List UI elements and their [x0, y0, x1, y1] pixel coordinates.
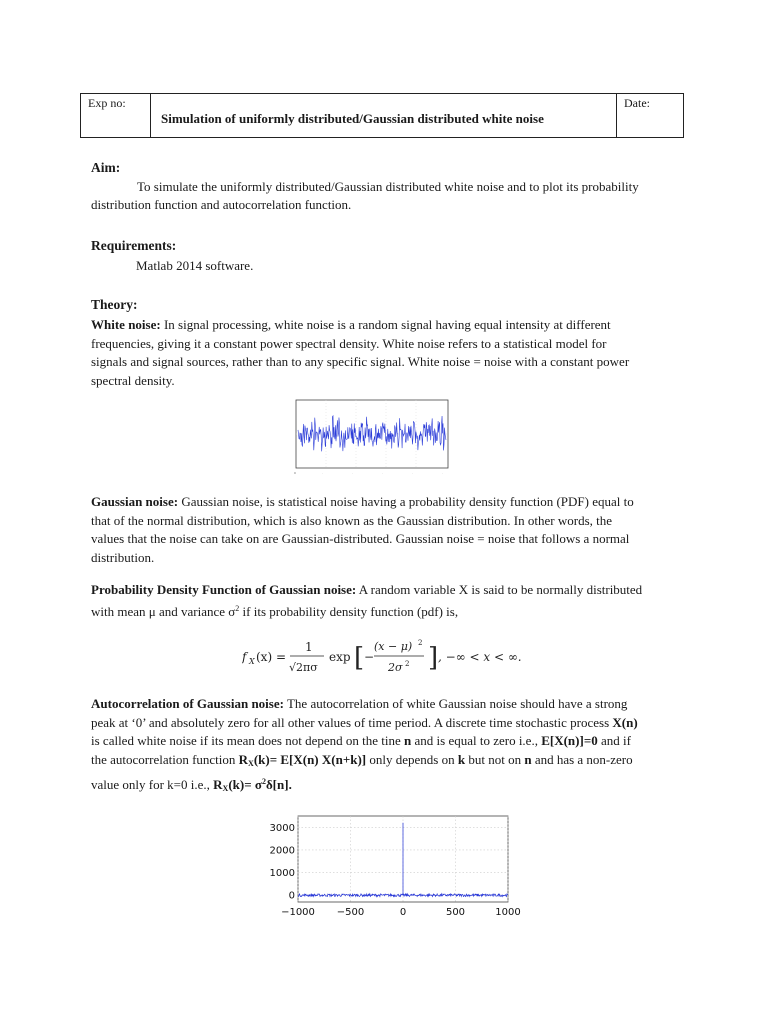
plot2-y-tick-label: 3000 — [269, 822, 295, 834]
formula-range: , −∞ < x < ∞. — [438, 650, 522, 664]
white-noise-line-3: signals and signal sources, rather than to any specific signal. White noise = noise with a constant power — [91, 354, 630, 369]
date-cell — [617, 94, 683, 137]
plot2-x-ticks — [281, 907, 521, 918]
formula-f: f — [242, 650, 247, 664]
autocorr-line-4a: the autocorrelation function — [91, 751, 239, 767]
theory-heading: Theory: — [91, 297, 138, 312]
header-table — [80, 93, 684, 138]
plot2-x-tick-label: 0 — [399, 907, 407, 918]
autocorr-paragraph — [91, 695, 681, 799]
aim-text-2 — [91, 196, 681, 215]
formula-inner-num: (x − μ) — [374, 640, 413, 653]
aim-line-2: distribution function and autocorrelation function. — [91, 197, 352, 212]
autocorr-line-4e: but not on — [465, 751, 525, 767]
gaussian-noise-line-1: Gaussian noise, is statistical noise having a probability density function (PDF) equal to — [181, 494, 634, 509]
pdf-line-1: A random variable X is said to be normally distributed — [358, 582, 643, 597]
gaussian-noise-paragraph — [91, 493, 681, 567]
plot2-y-ticks — [270, 823, 295, 902]
formula-f-sub: X — [249, 657, 255, 666]
title-cell — [151, 94, 617, 137]
pdf-line-2-sup: 2 — [235, 603, 240, 613]
autocorr-k: k — [457, 751, 466, 767]
plot2-x-tick-label: 500 — [445, 907, 466, 918]
formula-inner-den-sup: 2 — [405, 660, 410, 668]
formula-right-bracket: ] — [428, 643, 439, 673]
white-noise-plot — [292, 398, 454, 476]
white-noise-term: White noise: — [91, 317, 161, 332]
svg-text:·: · — [322, 471, 323, 475]
pdf-term: Probability Density Function of Gaussian noise: — [91, 582, 357, 597]
white-noise-line-1: In signal processing, white noise is a random signal having equal intensity at different — [163, 317, 611, 332]
autocorr-line-4c: only depends on — [366, 751, 458, 767]
formula-frac-den: √2πσ — [289, 661, 318, 674]
requirements-text: Matlab 2014 software. — [136, 258, 254, 273]
svg-text:·: · — [382, 471, 383, 475]
document-title: Simulation of uniformly distributed/Gaussian distributed white noise — [161, 111, 544, 126]
requirements-heading: Requirements: — [91, 238, 177, 253]
white-noise-line-2: frequencies, giving it a constant power spectral density. White noise refers to a statistical model for — [91, 335, 607, 351]
aim-text — [91, 178, 681, 197]
exp-no-label: Exp no: — [88, 96, 126, 110]
formula-arg: (x) = — [256, 650, 286, 664]
plot2-x-tick-label: −500 — [336, 907, 365, 918]
autocorr-n: n — [404, 733, 412, 748]
autocorr-line-3c: and is equal to zero i.e., — [411, 733, 542, 748]
autocorr-line-4g: and has a non-zero — [531, 751, 633, 767]
formula-left-bracket: [ — [354, 643, 365, 673]
autocorr-term: Autocorrelation of Gaussian noise: — [91, 696, 284, 711]
aim-heading: Aim: — [91, 160, 121, 175]
pdf-line-2a: with mean μ and variance σ — [91, 603, 236, 619]
plot2-y-tick-label: 0 — [288, 890, 295, 902]
pdf-paragraph — [91, 581, 681, 621]
plot1-ticks — [294, 471, 443, 475]
autocorr-rx-result: $R_X(k)= \sigma^2\delta[n]$. — [213, 777, 292, 793]
autocorr-mean-zero: E[X(n)]=0 — [541, 733, 598, 748]
formula-inner-num-sup: 2 — [418, 639, 423, 647]
autocorr-line-5a: value only for k=0 i.e., — [91, 777, 214, 792]
formula-minus: − — [364, 650, 375, 664]
autocorr-line-2a: peak at ‘0’ and absolutely zero for all other values of time period. A discrete time stochastic process — [91, 714, 613, 730]
gaussian-noise-line-4: distribution. — [91, 549, 155, 565]
autocorr-n-2: n — [524, 751, 532, 767]
autocorr-xn: X(n) — [612, 714, 638, 730]
plot2-x-tick-label: 1000 — [495, 907, 521, 918]
autocorr-line-3a: is called white noise if its mean does not depend on the tine — [91, 733, 405, 748]
formula-frac-num: 1 — [305, 640, 313, 654]
autocorr-line-1: The autocorrelation of white Gaussian noise should have a strong — [286, 696, 628, 711]
plot2-x-tick-label: −1000 — [281, 907, 315, 918]
plot2-y-tick-label: 2000 — [269, 845, 295, 857]
white-noise-paragraph — [91, 316, 681, 390]
autocorr-rx-def: $R_X(k)= E[X(n)$ X(n+k)] — [238, 751, 367, 768]
date-label: Date: — [624, 96, 650, 110]
gaussian-noise-term: Gaussian noise: — [91, 494, 179, 509]
svg-text:·: · — [412, 471, 413, 475]
gaussian-pdf-formula — [242, 636, 522, 680]
plot2-y-tick-label: 1000 — [269, 868, 295, 880]
autocorrelation-plot — [262, 814, 532, 924]
svg-text:·: · — [352, 471, 353, 475]
gaussian-noise-line-3: values that the noise can take on are Gaussian-distributed. Gaussian noise = noise that follows a normal — [91, 531, 630, 546]
formula-exp: exp — [329, 650, 351, 664]
exp-no-cell — [81, 94, 151, 137]
gaussian-noise-line-2: that of the normal distribution, which is also known as the Gaussian distribution. In other words, the — [91, 512, 613, 528]
formula-inner-den: 2σ — [388, 661, 403, 674]
aim-line-1: To simulate the uniformly distributed/Gaussian distributed white noise and to plot its probability — [137, 179, 639, 194]
svg-text:·: · — [442, 471, 443, 475]
autocorr-line-3e: and if — [597, 733, 631, 748]
white-noise-line-4: spectral density. — [91, 372, 175, 388]
pdf-line-2b: if its probability density function (pdf) is, — [239, 603, 459, 619]
svg-text:0: 0 — [294, 471, 296, 475]
